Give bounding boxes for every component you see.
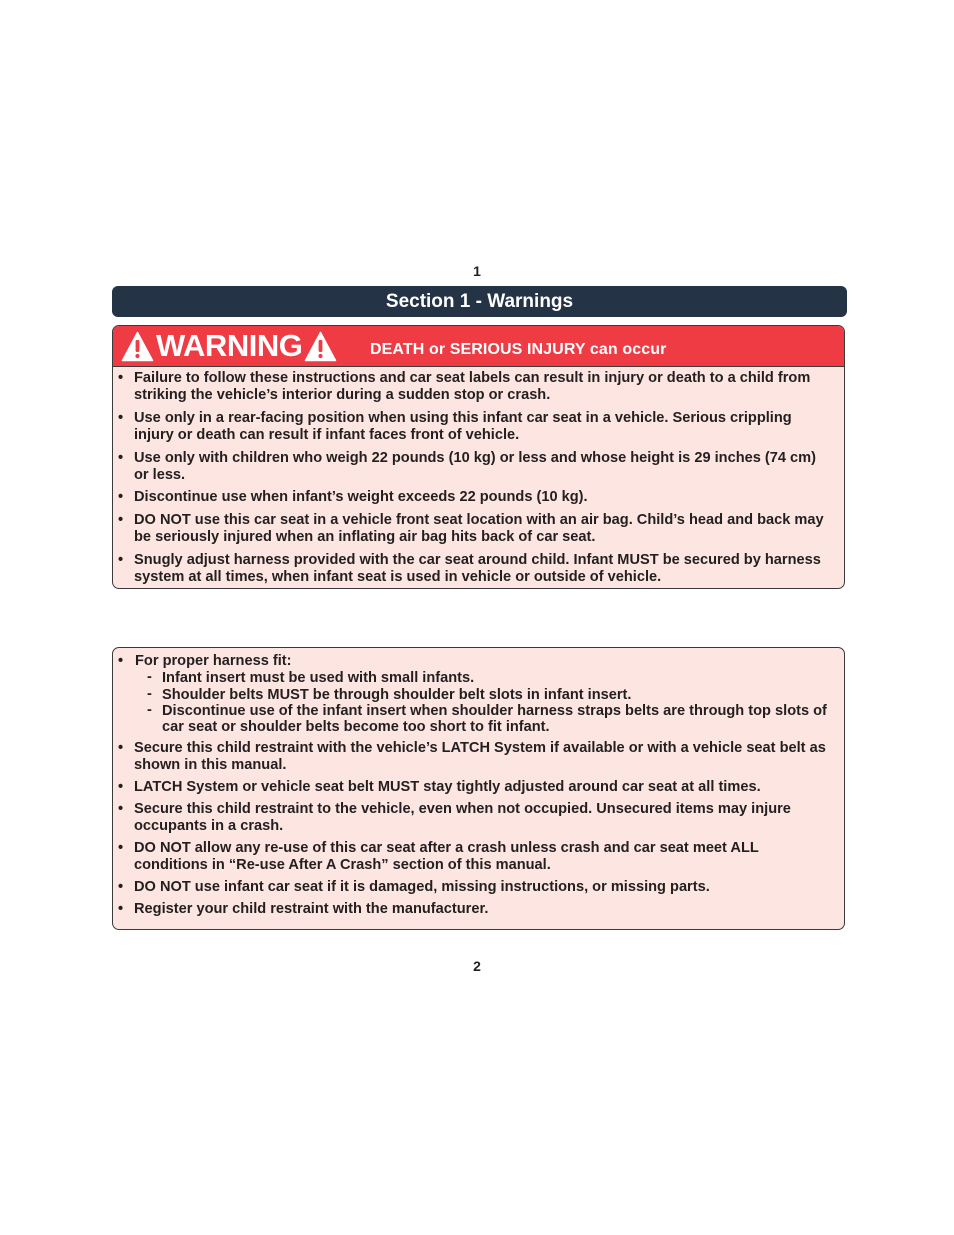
warning-triangle-icon bbox=[121, 331, 154, 362]
list-item: • DO NOT use infant car seat if it is damaged, missing instructions, or missing parts. bbox=[118, 879, 710, 895]
list-item-text: Use only with children who weigh 22 pounds (10 kg) or less and whose height is 29 inches (74 cm) or less. bbox=[134, 450, 817, 483]
list-item: • DO NOT use this car seat in a vehicle front seat location with an air bag. Child’s head and back may be seriously injured when an inflating air bag hits back of car seat. bbox=[118, 512, 824, 545]
list-item: • Failure to follow these instructions and car seat labels can result in injury or death to a child from striking the vehicle’s interior during a sudden stop or crash. bbox=[118, 370, 811, 403]
list-item-text: Register your child restraint with the manufacturer. bbox=[134, 901, 489, 917]
list-item-text: Discontinue use when infant’s weight exceeds 22 pounds (10 kg). bbox=[134, 489, 588, 505]
list-item: • Secure this child restraint to the vehicle, even when not occupied. Unsecured items may injure occupants in a crash. bbox=[118, 801, 791, 834]
warning-triangle-icon bbox=[304, 331, 337, 362]
sub-list-item: - Infant insert must be used with small infants. bbox=[147, 669, 475, 686]
warning-box bbox=[112, 325, 845, 589]
list-item-text: For proper harness fit: bbox=[135, 653, 292, 669]
warning-list bbox=[113, 367, 844, 586]
list-item-text: DO NOT use infant car seat if it is damaged, missing instructions, or missing parts. bbox=[134, 879, 710, 895]
list-item: • DO NOT allow any re-use of this car seat after a crash unless crash and car seat meet ALL conditions in “Re-use After A Crash” section of this manual. bbox=[118, 840, 759, 873]
list-item: • Use only with children who weigh 22 pounds (10 kg) or less and whose height is 29 inches (74 cm) or less. bbox=[118, 450, 817, 483]
warning-header-text: DEATH or SERIOUS INJURY can occur bbox=[370, 341, 667, 358]
list-item: • Use only in a rear-facing position when using this infant car seat in a vehicle. Serious crippling injury or death can result if infant faces front of vehicle. bbox=[118, 410, 792, 443]
list-item-text: DO NOT use this car seat in a vehicle front seat location with an air bag. Child’s head and back may be seriously injured when an inflating air bag hits back of car seat. bbox=[134, 512, 824, 545]
info-box bbox=[112, 647, 845, 930]
list-item-text: Secure this child restraint with the vehicle’s LATCH System if available or with a vehicle seat belt as shown in this manual. bbox=[134, 740, 826, 773]
info-list bbox=[113, 648, 844, 918]
list-item-harness-fit: • For proper harness fit: - Infant insert must be used with small infants. - Shoulder belts MUST be through shoulder belt slots in infant insert. - Discontinue use of the infant insert when shoulder harness straps belts are through top slots of car seat or shoulder belts become too short to fit infant. bbox=[113, 653, 830, 735]
list-item-text: LATCH System or vehicle seat belt MUST stay tightly adjusted around car seat at all times. bbox=[134, 779, 761, 795]
warning-word: WARNING bbox=[156, 328, 303, 363]
sub-list-item: - Discontinue use of the infant insert when shoulder harness straps belts are through top slots of car seat or shoulder belts become too short to fit infant. bbox=[147, 702, 827, 735]
list-item: • LATCH System or vehicle seat belt MUST stay tightly adjusted around car seat at all times. bbox=[118, 779, 761, 795]
list-item: • Secure this child restraint with the vehicle’s LATCH System if available or with a vehicle seat belt as shown in this manual. bbox=[118, 740, 826, 773]
warning-header bbox=[113, 326, 844, 367]
page-number-top: 1 bbox=[473, 263, 481, 279]
harness-fit-sublist bbox=[113, 670, 830, 735]
sub-list-item-text: Shoulder belts MUST be through shoulder belt slots in infant insert. bbox=[162, 687, 632, 703]
list-item-text: Snugly adjust harness provided with the car seat around child. Infant MUST be secured by harness system at all times, when infant seat is used in vehicle or outside of vehicle. bbox=[134, 552, 821, 585]
page-number-bottom: 2 bbox=[473, 958, 481, 974]
list-item: • Snugly adjust harness provided with the car seat around child. Infant MUST be secured by harness system at all times, when infant seat is used in vehicle or outside of vehicle. bbox=[118, 552, 821, 585]
warning-signal-word bbox=[121, 328, 337, 364]
section-title: Section 1 - Warnings bbox=[112, 286, 847, 317]
list-item-text: DO NOT allow any re-use of this car seat after a crash unless crash and car seat meet ALL conditions in “Re-use After A Crash” section of this manual. bbox=[134, 840, 759, 873]
list-item-text: Use only in a rear-facing position when using this infant car seat in a vehicle. Serious crippling injury or death can result if infant faces front of vehicle. bbox=[134, 410, 792, 443]
list-item-text: Failure to follow these instructions and car seat labels can result in injury or death to a child from striking the vehicle’s interior during a sudden stop or crash. bbox=[134, 370, 811, 403]
list-item: • Discontinue use when infant’s weight exceeds 22 pounds (10 kg). bbox=[118, 489, 588, 505]
sub-list-item-text: Infant insert must be used with small infants. bbox=[162, 670, 475, 686]
sub-list-item-text: Discontinue use of the infant insert when shoulder harness straps belts are through top slots of car seat or shoulder belts become too short to fit infant. bbox=[162, 703, 827, 735]
sub-list-item: - Shoulder belts MUST be through shoulder belt slots in infant insert. bbox=[147, 686, 632, 703]
list-item-text: Secure this child restraint to the vehicle, even when not occupied. Unsecured items may injure occupants in a crash. bbox=[134, 801, 791, 834]
list-item: • Register your child restraint with the manufacturer. bbox=[118, 901, 489, 917]
